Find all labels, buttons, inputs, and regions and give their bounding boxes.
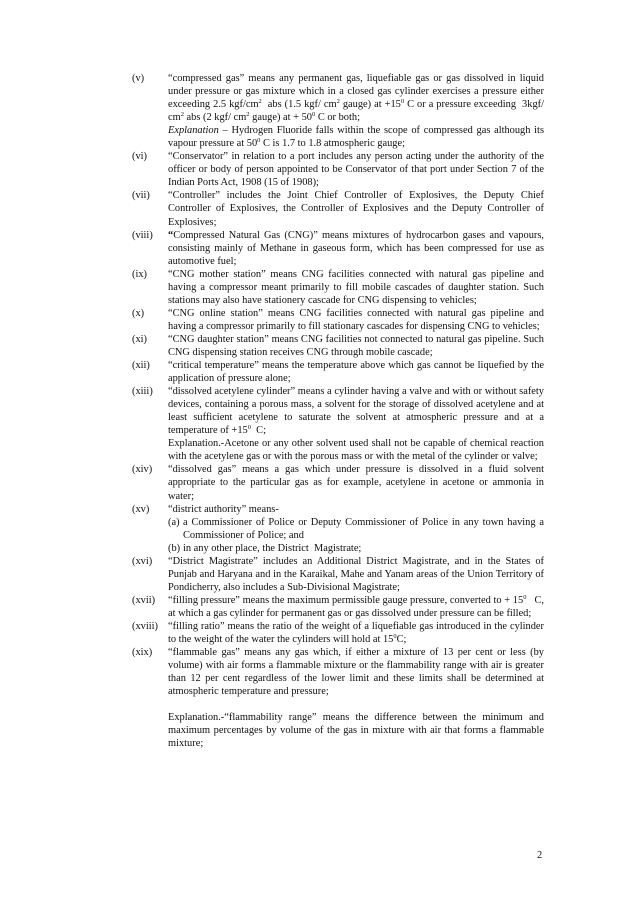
definition-number: (viii) (132, 229, 153, 241)
definition-text: “Conservator” in relation to a port includes any person acting under the authority of the officer or body of person appointed to be Conservator of that port under Section 7 of the Indian Ports Act, 1908 (15 of 1908); (168, 151, 544, 189)
explanation-text: Explanation.-Acetone or any other solvent used shall not be capable of chemical reaction with the acetylene gas or with the porous mass or with the metal of the cylinder or valve; (168, 438, 544, 463)
definition-number: (xix) (132, 647, 153, 659)
definition-text: “compressed gas” means any permanent gas, liquefiable gas or gas dissolved in liquid under pressure or gas mixture which in a closed gas cylinder exercises a pressure either exceeding 2.5 kgf/$cm^2$ abs (1.5 kgf/ $cm^2$ gauge) at $+15^0$ C or a pressure exceeding 3kgf/ $cm^2$ abs (2 kgf/ $cm^2$ gauge) at + $50^0$ C or both; (168, 73, 544, 124)
definition-number: (v) (132, 73, 145, 84)
sub-item-text: in any other place, the District Magistrate; (183, 542, 362, 554)
definition-item (132, 594, 544, 620)
definition-text: “CNG online station” means CNG facilities connected with natural gas pipeline and having a compressor primarily to fill stationary cascades for dispensing CNG to vehicles; (168, 307, 544, 332)
definition-body (168, 555, 544, 594)
definition-text: “District Magistrate” includes an Additional District Magistrate, and in the States of Punjab and Haryana and in the Karaikal, Mahe and Yanam areas of the Union Territory of Pondicherry, also includes a Sub-Divisional Magistrate; (168, 555, 544, 593)
definition-item (132, 150, 544, 189)
definition-item (132, 229, 544, 268)
definition-item (132, 333, 544, 359)
definition-text: “CNG mother station” means CNG facilities connected with natural gas pipeline and having a compressor meant primarily to fill mobile cascades of daughter station. Such stations may also have stationery cascade for CNG dispensing to vehicles; (168, 268, 544, 306)
definition-item (132, 646, 544, 750)
definition-item (132, 555, 544, 594)
definition-text: “filling pressure” means the maximum permissible gauge pressure, converted to + $15^0$ C, at which a gas cylinder for permanent gas or gas dissolved under pressure can be filled; (168, 593, 544, 619)
definition-body (168, 359, 544, 385)
definition-body (168, 620, 544, 646)
definition-text: “district authority” means- (168, 503, 279, 515)
definition-body (168, 333, 544, 359)
definition-text: “filling ratio” means the ratio of the weight of a liquefiable gas introduced in the cylinder to the weight of the water the cylinders will hold at $15^0C$; (168, 620, 544, 646)
explanation-text: Explanation.-“flammability range” means the difference between the minimum and maximum percentages by volume of the gas in mixture with air that forms a flammable mixture; (168, 712, 544, 750)
definition-item (132, 268, 544, 307)
definition-number: (xvii) (132, 594, 156, 606)
definition-number: (xi) (132, 333, 148, 345)
definition-item (132, 620, 544, 646)
definition-number: (vi) (132, 151, 148, 163)
definition-item (132, 503, 544, 555)
definition-body (168, 594, 544, 620)
explanation-text: Explanation – Hydrogen Fluoride falls within the scope of compressed gas although its vapour pressure at $50^0$ C is 1.7 to 1.8 atmospheric gauge; (168, 125, 544, 150)
sub-item-label: (a) (168, 516, 180, 528)
definition-body (168, 72, 544, 150)
definition-body (168, 189, 544, 228)
sub-item-label: (b) (168, 542, 181, 554)
definition-item (132, 385, 544, 463)
page-number: 2 (537, 850, 543, 861)
definition-item (132, 463, 544, 502)
definition-number: (x) (132, 307, 145, 319)
definition-text: “Controller” includes the Joint Chief Controller of Explosives, the Deputy Chief Controller of Explosives, the Controller of Explosives and the Deputy Controller of Explosives; (168, 190, 544, 228)
definition-body (168, 229, 544, 268)
definition-number: (vii) (132, 190, 150, 202)
definition-text: “CNG daughter station” means CNG facilities not connected to natural gas pipeline. Such CNG dispensing station receives CNG through mobile cascade; (168, 333, 544, 358)
definition-text: “Compressed Natural Gas (CNG)” means mixtures of hydrocarbon gases and vapours, consisting mainly of Methane in gaseous form, which has been compressed for use as automotive fuel; (168, 229, 544, 267)
definition-number: (xvi) (132, 555, 153, 567)
definition-number: (xv) (132, 503, 150, 515)
sub-item-text: a Commissioner of Police or Deputy Commissioner of Police in any town having a Commissioner of Police; and (183, 516, 544, 541)
paragraph-gap (168, 698, 544, 711)
definition-text: “critical temperature” means the temperature above which gas cannot be liquefied by the application of pressure alone; (168, 360, 544, 385)
definition-body (168, 463, 544, 502)
definition-text: “dissolved acetylene cylinder” means a cylinder having a valve and with or without safety devices, containing a porous mass, a solvent for the storage of dissolved acetylene and at least sufficient acetylene to saturate the solvent at atmospheric pressure and at a temperature of $+15^0$ C; (168, 386, 544, 437)
sub-item (168, 542, 544, 555)
definition-item (132, 189, 544, 228)
definition-item (132, 307, 544, 333)
definition-text: “flammable gas” means any gas which, if either a mixture of 13 per cent or less (by volume) with air forms a flammable mixture or the flammability range with air is greater than 12 per cent regardless of the lower limit and these limits shall be determined at atmospheric temperature and pressure; (168, 647, 544, 698)
definition-body (168, 503, 544, 555)
definition-body (168, 268, 544, 307)
definition-body (168, 307, 544, 333)
definition-number: (xviii) (132, 620, 158, 632)
definition-number: (xiv) (132, 464, 153, 476)
definition-item (132, 359, 544, 385)
definition-body (168, 150, 544, 189)
definition-number: (xiii) (132, 386, 153, 398)
definition-body (168, 646, 544, 750)
definition-body (168, 385, 544, 463)
sub-item (168, 516, 544, 542)
definition-number: (xii) (132, 360, 150, 372)
definition-text: “dissolved gas” means a gas which under pressure is dissolved in a fluid solvent appropriate to the particular gas as for example, acetylene in acetone or ammonia in water; (168, 464, 544, 502)
definitions-list (132, 72, 544, 750)
definition-item (132, 72, 544, 150)
definition-number: (ix) (132, 268, 148, 280)
